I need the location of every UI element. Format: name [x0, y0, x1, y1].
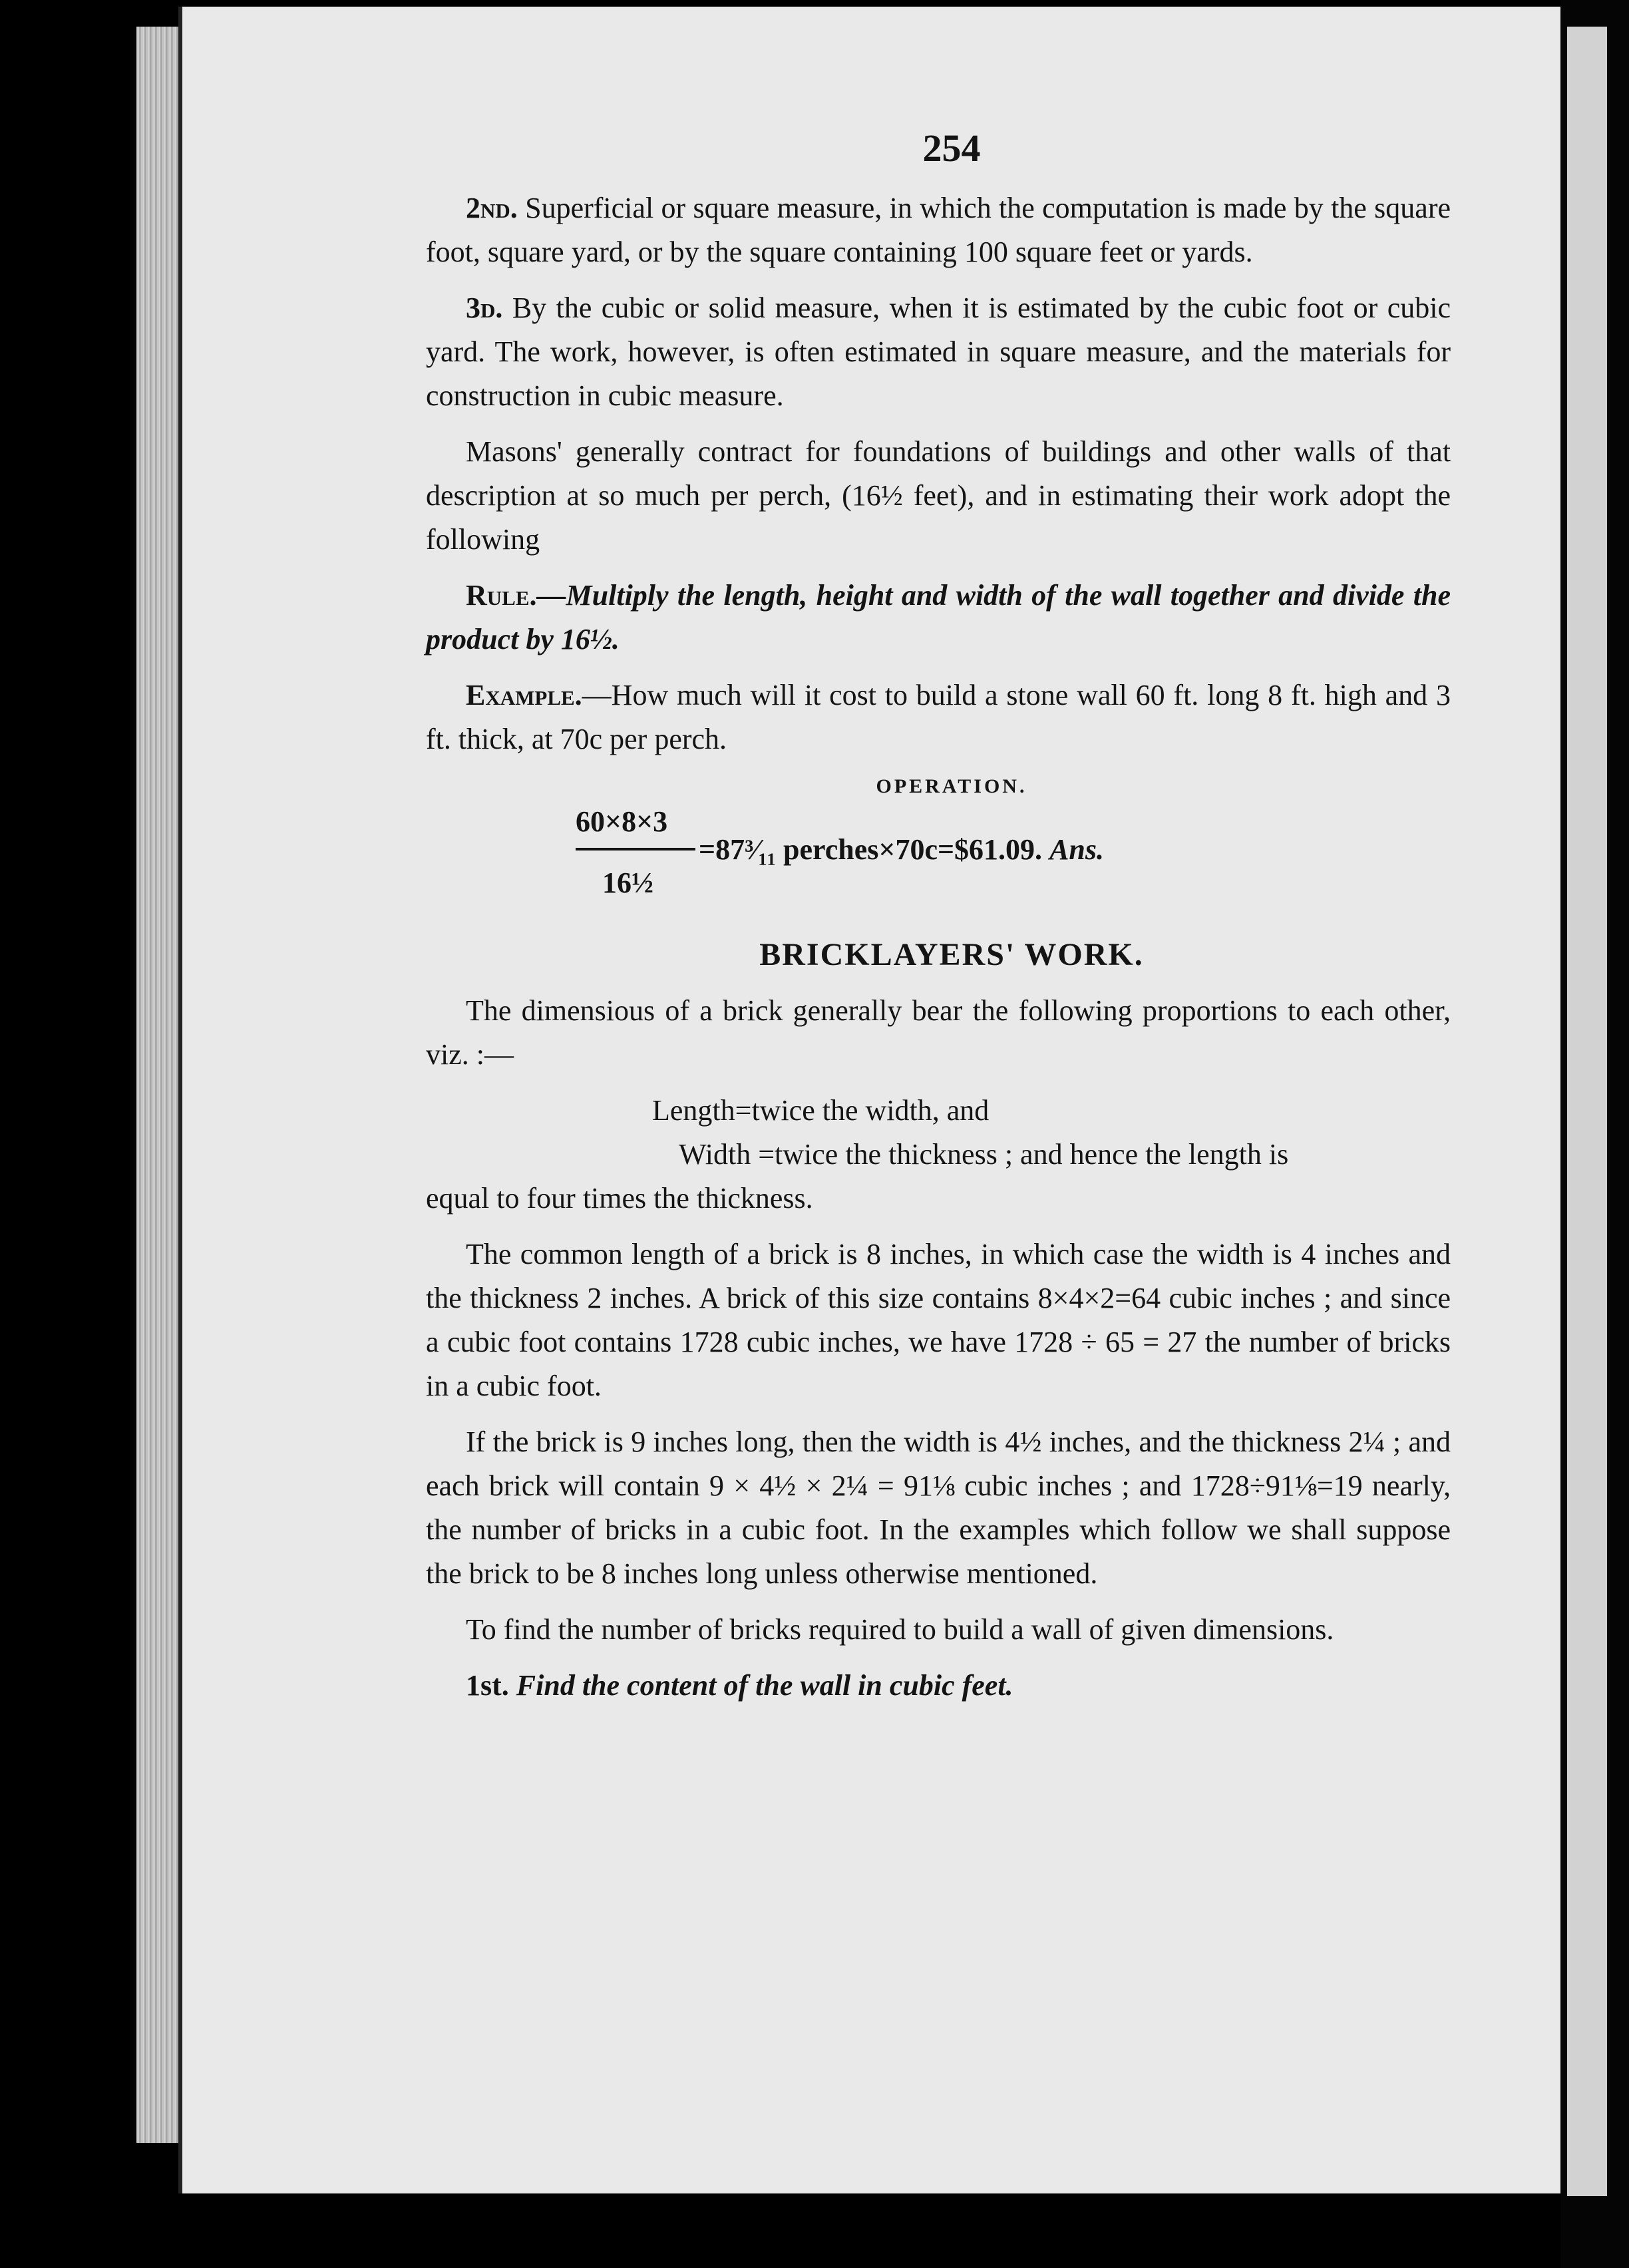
label-1st: 1st.	[466, 1669, 509, 1702]
operation-heading: OPERATION.	[876, 775, 1027, 797]
result-text: =87³⁄₁₁ perches×70c=$61.09.	[699, 833, 1043, 866]
paragraph-common-length: The common length of a brick is 8 inches, in which case the width is 4 inches and the thickness 2 inches. A brick of this size contains 8×4×2=64 cubic inches ; and since a cubic foot contains 1728 cubic inches, we have 1728 ÷ 65 = 27 the number of bricks in a cubic foot.	[426, 1238, 1451, 1402]
line-equal: equal to four times the thickness.	[426, 1182, 813, 1215]
adjacent-page-edge	[1567, 27, 1607, 2196]
section-title: BRICKLAYERS' WORK.	[759, 937, 1144, 972]
operation-formula	[426, 800, 1451, 920]
label-rule: Rule.	[466, 579, 537, 612]
page-content	[426, 126, 1451, 1720]
operation-result	[699, 828, 1104, 872]
line-width: Width =twice the thickness ; and hence the length is	[679, 1138, 1289, 1171]
label-3d: 3d.	[466, 291, 503, 324]
label-2nd: 2nd.	[466, 192, 518, 224]
text-3d: By the cubic or solid measure, when it is estimated by the cubic foot or cubic yard. The work, however, is often estimated in square measure, and the materials for construction in cubic measure.	[426, 291, 1451, 412]
paragraph-step-1	[426, 1664, 1451, 1708]
line-length: Length=twice the width, and	[652, 1094, 990, 1127]
text-rule: —Multiply the length, height and width of the wall together and divide the product by 16½.	[426, 579, 1451, 656]
paragraph-cubic	[426, 286, 1451, 418]
answer-label: Ans.	[1049, 833, 1105, 866]
fraction-bar	[576, 848, 695, 850]
paragraph-superficial	[426, 186, 1451, 274]
paragraph-nine-inch: If the brick is 9 inches long, then the width is 4½ inches, and the thickness 2¼ ; and each brick will contain 9 × 4½ × 2¼ = 91⅛ cubic inches ; and 1728÷91⅛=19 nearly, the number of bricks in a cubic foot. In the examples which follow we shall suppose the brick to be 8 inches long unless otherwise mentioned.	[426, 1425, 1451, 1590]
text-2nd: Superficial or square measure, in which the computation is made by the square foot, square yard, or by the square containing 100 square feet or yards.	[426, 192, 1451, 268]
paragraph-to-find: To find the number of bricks required to build a wall of given dimensions.	[466, 1613, 1334, 1646]
paragraph-masons: Masons' generally contract for foundations of buildings and other walls of that description at so much per perch, (16½ feet), and in estimating their work adopt the following	[426, 435, 1451, 556]
paragraph-rule	[426, 574, 1451, 662]
fraction-numerator: 60×8×3	[576, 805, 668, 838]
paragraph-example	[426, 673, 1451, 761]
text-step-1: Find the content of the wall in cubic feet.	[516, 1669, 1013, 1702]
page-edges	[136, 27, 183, 2143]
paragraph-dimensions: The dimensious of a brick generally bear the following proportions to each other, viz. :—	[426, 994, 1451, 1071]
page-number: 254	[922, 126, 981, 170]
label-example: Example.	[466, 679, 582, 711]
fraction-denominator: 16½	[602, 866, 653, 899]
text-example: —How much will it cost to build a stone wall 60 ft. long 8 ft. high and 3 ft. thick, at 70c per perch.	[426, 679, 1451, 755]
